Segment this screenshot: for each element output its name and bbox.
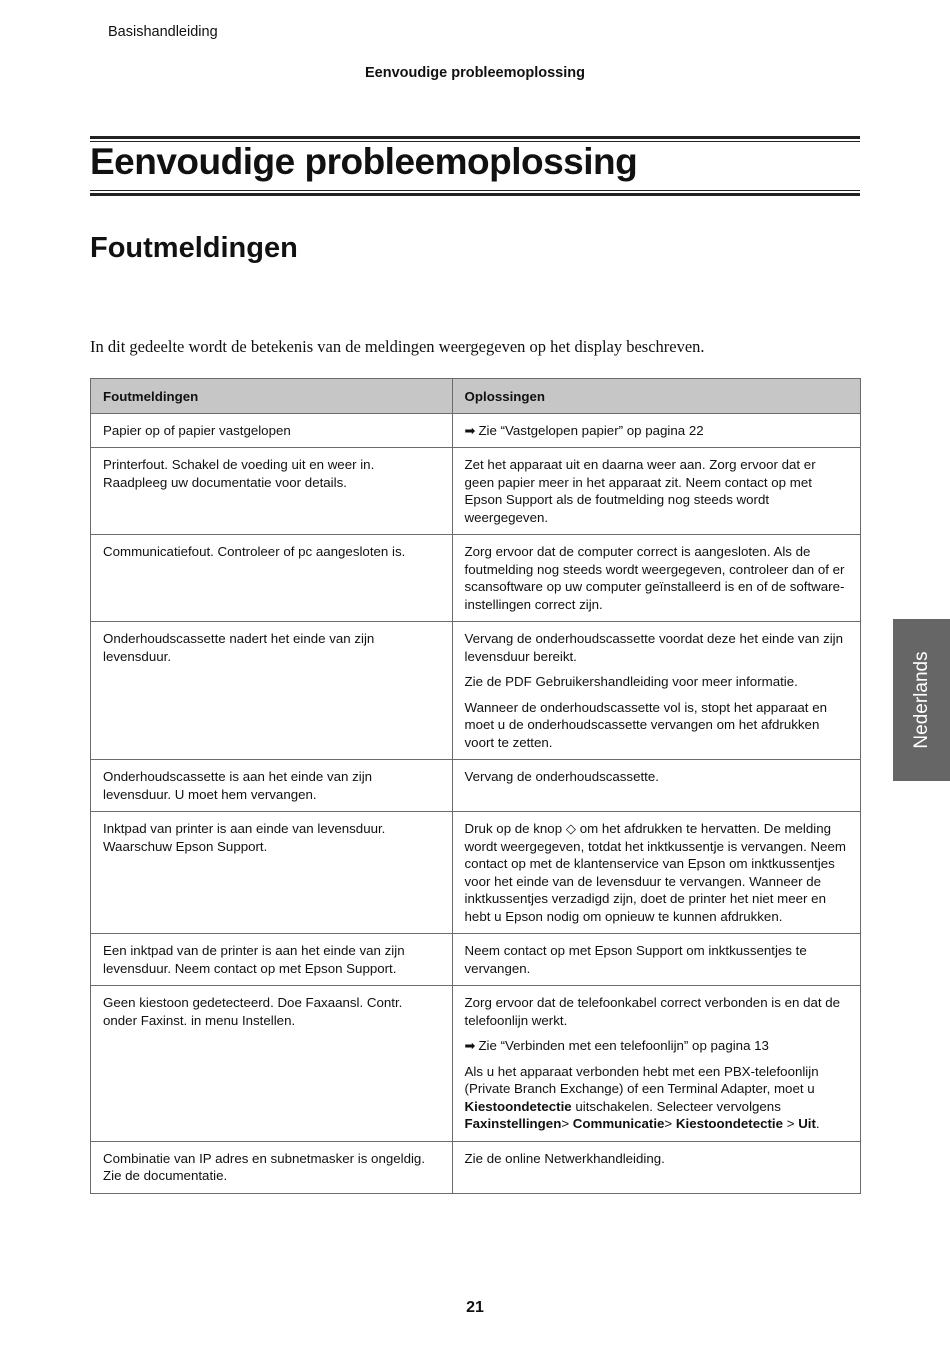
cross-reference-link[interactable]: Zie “Vastgelopen papier” op pagina 22 xyxy=(478,422,704,438)
table-row xyxy=(91,413,861,448)
solution-cross-reference xyxy=(465,1037,848,1055)
solution-cell xyxy=(452,622,860,760)
solution-text: Als u het apparaat verbonden hebt met een PBX-telefoonlijn (Private Branch Exchange) of een Terminal Adapter, moet u xyxy=(464,1063,819,1096)
table-row xyxy=(91,934,861,986)
solution-paragraph: Zorg ervoor dat de telefoonkabel correct verbonden is en dat de telefoonlijn werkt. xyxy=(464,995,841,1028)
table-row xyxy=(91,1141,861,1193)
error-message-cell: Inktpad van printer is aan einde van levensduur. Waarschuw Epson Support. xyxy=(91,812,453,934)
table-row xyxy=(91,622,861,760)
chapter-title: Eenvoudige probleemoplossing xyxy=(90,141,638,182)
title-rule-bottom-thick xyxy=(90,193,860,196)
page-number: 21 xyxy=(466,1299,484,1316)
menu-item-name: Uit xyxy=(798,1116,816,1131)
title-rule-bottom-thin xyxy=(90,190,860,191)
solution-paragraph: Als u het apparaat verbonden hebt met een PBX-telefoonlijn (Private Branch Exchange) of een Terminal Adapter, moet u Kiestoondetectie uitschakelen. Selecteer vervolgens Faxinstellingen> Communicatie> Kiestoondetectie > Uit. xyxy=(464,1063,820,1131)
solution-cell: Zet het apparaat uit en daarna weer aan. Zorg ervoor dat er geen papier meer in het apparaat zit. Neem contact op met Epson Support als de foutmelding nog steeds wordt weergegeven. xyxy=(452,448,860,535)
solution-cell: Druk op de knop ◇ om het afdrukken te hervatten. De melding wordt weergegeven, totdat het inktkussentje is vervangen. Neem contact op met de klantenservice van Epson om inktkussentjes voor het einde van de levensduur te vervangen. Wanneer de inktkussentjes verzadigd zijn, doet de printer het niet meer en hebt u Epson nodig om opnieuw te kunnen afdrukken. xyxy=(452,812,860,934)
solution-cell: Vervang de onderhoudscassette. xyxy=(452,760,860,812)
solution-paragraph: Zie de PDF Gebruikershandleiding voor meer informatie. xyxy=(464,674,798,689)
table-row xyxy=(91,986,861,1142)
error-message-cell: Communicatiefout. Controleer of pc aangesloten is. xyxy=(91,535,453,622)
error-message-cell: Printerfout. Schakel de voeding uit en weer in. Raadpleeg uw documentatie voor details. xyxy=(91,448,453,535)
menu-item-name: Kiestoondetectie xyxy=(675,1116,784,1131)
intro-paragraph: In dit gedeelte wordt de betekenis van de meldingen weergegeven op het display beschreven. xyxy=(90,337,705,356)
solution-cell xyxy=(452,413,860,448)
menu-item-name: Communicatie xyxy=(572,1116,665,1131)
table-row xyxy=(91,760,861,812)
solution-paragraph: Wanneer de onderhoudscassette vol is, stopt het apparaat en moet u de onderhoudscassette vervangen om het afdrukken voort te zetten. xyxy=(464,699,827,750)
subsection-title: Foutmeldingen xyxy=(90,232,298,264)
right-arrow-icon: ➡ xyxy=(464,1038,476,1053)
solution-cell xyxy=(452,986,860,1142)
solution-cell: Neem contact op met Epson Support om inktkussentjes te vervangen. xyxy=(452,934,860,986)
solution-paragraph: Vervang de onderhoudscassette voordat deze het einde van zijn levensduur bereikt. xyxy=(464,631,844,664)
language-tab xyxy=(893,619,950,781)
table-header-row xyxy=(91,379,861,414)
error-message-cell: Geen kiestoon gedetecteerd. Doe Faxaansl. Contr. onder Faxinst. in menu Instellen. xyxy=(91,986,453,1142)
language-tab-label: Nederlands xyxy=(910,651,932,749)
solution-cell: Zie de online Netwerkhandleiding. xyxy=(452,1141,860,1193)
error-message-cell: Een inktpad van de printer is aan het einde van zijn levensduur. Neem contact op met Epson Support. xyxy=(91,934,453,986)
section-header: Eenvoudige probleemoplossing xyxy=(365,65,585,81)
column-header-messages: Foutmeldingen xyxy=(91,379,453,414)
table-row xyxy=(91,812,861,934)
cross-reference-link[interactable]: Zie “Verbinden met een telefoonlijn” op pagina 13 xyxy=(478,1038,769,1053)
error-message-cell: Combinatie van IP adres en subnetmasker is ongeldig. Zie de documentatie. xyxy=(91,1141,453,1193)
menu-item-name: Faxinstellingen xyxy=(464,1116,562,1131)
running-head: Basishandleiding xyxy=(108,24,218,40)
solution-cell: Zorg ervoor dat de computer correct is aangesloten. Als de foutmelding nog steeds wordt weergegeven, controleer dan of er scansoftware op uw computer geïnstalleerd is en of de software-instellingen correct zijn. xyxy=(452,535,860,622)
table-row xyxy=(91,535,861,622)
error-message-cell: Papier op of papier vastgelopen xyxy=(91,413,453,448)
error-messages-table xyxy=(90,378,861,1194)
error-message-cell: Onderhoudscassette is aan het einde van zijn levensduur. U moet hem vervangen. xyxy=(91,760,453,812)
column-header-solutions: Oplossingen xyxy=(452,379,860,414)
title-rule-top-thick xyxy=(90,136,860,139)
solution-text: uitschakelen. Selecteer vervolgens xyxy=(575,1098,781,1114)
right-arrow-icon: ➡ xyxy=(464,422,476,438)
table-row xyxy=(91,448,861,535)
menu-item-name: Kiestoondetectie xyxy=(464,1098,572,1114)
error-message-cell: Onderhoudscassette nadert het einde van zijn levensduur. xyxy=(91,622,453,760)
